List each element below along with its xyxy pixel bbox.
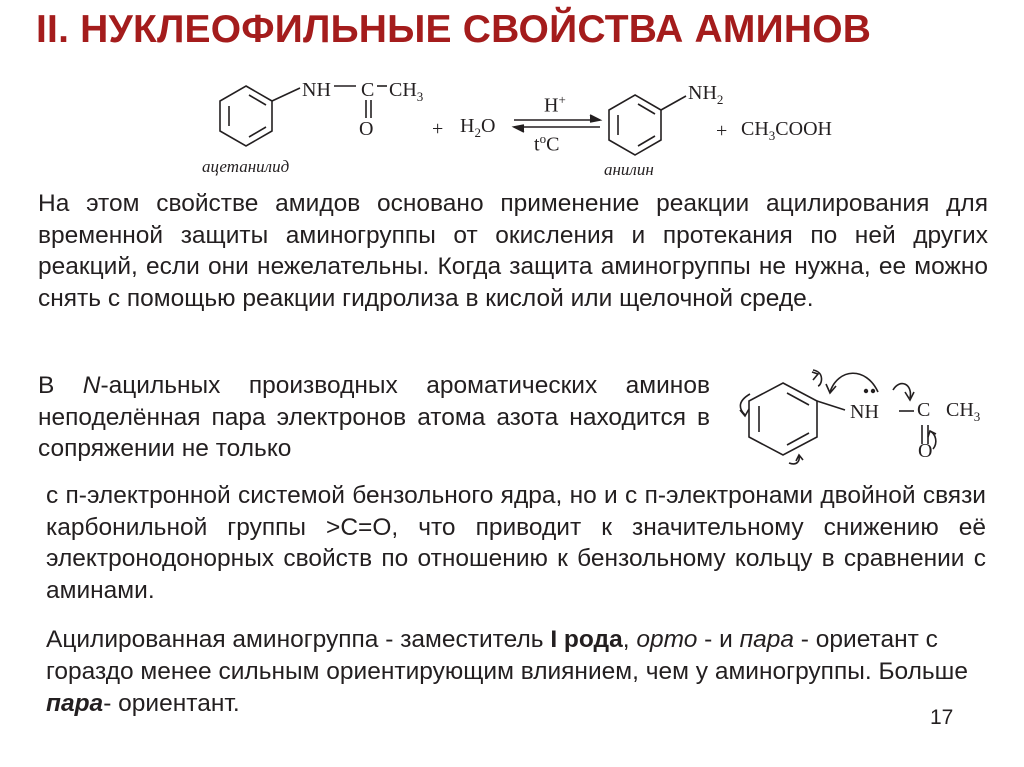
temperature-condition: $t^oC$ xyxy=(534,131,560,156)
page-number: 17 xyxy=(930,706,954,729)
aniline-name: анилин xyxy=(604,160,654,179)
electron-shift-arrows xyxy=(740,370,936,464)
conj-nh: NH xyxy=(850,401,879,423)
lone-pair-dot xyxy=(871,389,875,393)
conjugation-benzene-ring xyxy=(749,383,931,455)
lone-pair-dot xyxy=(864,389,868,393)
aniline-nh2: $NH_2$ xyxy=(688,82,724,107)
conj-o: O xyxy=(918,440,933,462)
plus-sign: + xyxy=(432,118,444,140)
acetanilide-nh: NH xyxy=(302,79,331,101)
acetic-acid-formula: $CH_3COOH$ xyxy=(741,118,832,143)
conj-ch3: $CH_3$ xyxy=(946,399,981,424)
para-term: пара xyxy=(739,626,794,653)
aniline-benzene-ring xyxy=(609,95,686,155)
first-kind-substituent: I рода xyxy=(550,626,623,653)
acetanilide-name: ацетанилид xyxy=(202,157,290,176)
n-italic: N xyxy=(82,372,101,399)
plus-sign: + xyxy=(716,120,728,142)
acetanilide-c: C xyxy=(361,79,375,101)
water-formula: $H_2O$ xyxy=(460,115,496,140)
ortho-term: орто xyxy=(636,626,698,653)
paragraph-orienting-effect: Ацилированная аминогруппа - заместитель I рода, орто - и пара - ориетант с гораздо менее сильным ориентирующим влиянием, чем у аминогруппы. Больше пара- ориентант. xyxy=(46,626,968,717)
paragraph-n-acyl-amines: В N-ацильных производных ароматических аминов неподелённая пара электронов атома азота находится в сопряжении не только xyxy=(38,372,710,462)
para-term-emphasis: пара xyxy=(46,690,104,717)
paragraph-amide-protection: На этом свойстве амидов основано применение реакции ацилирования для временной защиты аминогруппы от окисления и протекания по ней других реакций, если они нежелательны. Когда защита аминогруппы не нужна, ее можно снять с помощью реакции гидролиза в кислой или щелочной среде. xyxy=(38,190,988,312)
slide-title: II. НУКЛЕОФИЛЬНЫЕ СВОЙСТВА АМИНОВ xyxy=(36,8,872,51)
paragraph-conjugation: с п-электронной системой бензольного ядра, но и с п-электронами двойной связи карбонильной группы >C=O, что приводит к значительному снижению её электронодонорных свойств по отношению к бензольному кольцу в сравнении с аминами. xyxy=(46,482,986,604)
acetanilide-benzene-ring xyxy=(220,86,300,146)
acetanilide-o: O xyxy=(359,118,374,140)
conj-c: C xyxy=(917,399,931,421)
acetanilide-ch3: $CH_3$ xyxy=(389,79,424,104)
acid-catalyst: H+ xyxy=(544,92,566,117)
